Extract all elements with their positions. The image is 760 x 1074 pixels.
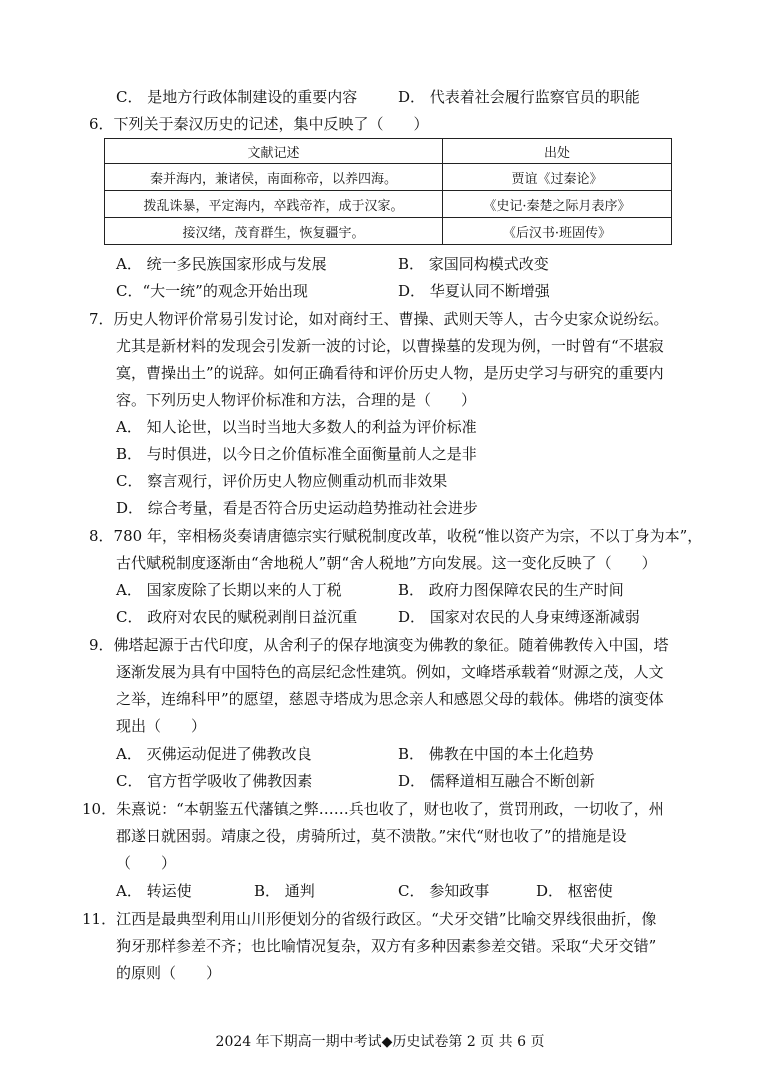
q6-option-a: A． 统一多民族国家形成与发展 — [116, 255, 327, 273]
q11-stem-line: 狗牙那样参差不齐；也比喻情况复杂，双方有多种因素参差交错。采取“犬牙交错” — [116, 937, 657, 955]
q7-option-b: B． 与时俱进，以今日之价值标准全面衡量前人之是非 — [116, 445, 477, 463]
q9-stem-line: 逐渐发展为具有中国特色的高层纪念性建筑。例如，文峰塔承载着“财源之茂，人文 — [116, 663, 664, 681]
q9-stem-line: 现出（ ） — [116, 717, 207, 735]
table-header-cell: 出处 — [443, 139, 672, 164]
table-cell: 《后汉书·班固传》 — [443, 218, 672, 245]
q10-option-b: B． 通判 — [254, 882, 315, 900]
page-footer: 2024 年下期高一期中考试◆历史试卷第 2 页 共 6 页 — [215, 1034, 545, 1050]
q8-stem-line: 8．780 年，宰相杨炎奏请唐德宗实行赋税制度改革，收税“惟以资产为宗，不以丁身为本”， — [89, 527, 703, 545]
q11-stem-line: 11．江西是最典型利用山川形便划分的省级行政区。“犬牙交错”比喻交界线很曲折，像 — [82, 910, 657, 928]
q6-option-c: C．“大一统”的观念开始出现 — [116, 282, 308, 300]
q10-stem-line: 郡遂日就困弱。靖康之役，虏骑所过，莫不溃散。”宋代“财也收了”的措施是设 — [116, 827, 627, 845]
q9-stem-line: 9．佛塔起源于古代印度，从舍利子的保存地演变为佛教的象征。随着佛教传入中国，塔 — [89, 636, 669, 654]
q8-option-d: D． 国家对农民的人身束缚逐渐减弱 — [398, 608, 640, 626]
table-cell: 贾谊《过秦论》 — [443, 164, 672, 191]
q9-stem-line: 之举，连绵科甲”的愿望，慈恩寺塔成为思念亲人和感恩父母的载体。佛塔的演变体 — [116, 690, 664, 708]
table-header-cell: 文献记述 — [105, 139, 443, 164]
q9-option-b: B． 佛教在中国的本土化趋势 — [398, 745, 594, 763]
q7-option-d: D． 综合考量，看是否符合历史运动趋势推动社会进步 — [116, 499, 478, 517]
q6-stem: 6．下列关于秦汉历史的记述，集中反映了（ ） — [89, 115, 429, 133]
q10-option-c: C． 参知政事 — [398, 882, 490, 900]
q6-source-table — [104, 138, 672, 245]
q7-option-a: A． 知人论世，以当时当地大多数人的利益为评价标准 — [116, 418, 477, 436]
q7-stem-line: 尤其是新材料的发现会引发新一波的讨论，以曹操墓的发现为例，一时曾有“不堪寂 — [116, 337, 664, 355]
q9-option-d: D． 儒释道相互融合不断创新 — [398, 772, 595, 790]
table-header-row — [105, 139, 672, 164]
q10-option-a: A． 转运使 — [116, 882, 192, 900]
q8-stem-line: 古代赋税制度逐渐由“舍地税人”朝“舍人税地”方向发展。这一变化反映了（ ） — [116, 554, 657, 572]
q8-option-a: A． 国家废除了长期以来的人丁税 — [116, 581, 342, 599]
table-cell: 接汉绪，茂育群生，恢复疆宇。 — [105, 218, 443, 245]
q8-option-c: C． 政府对农民的赋税剥削日益沉重 — [116, 608, 358, 626]
q6-option-b: B． 家国同构模式改变 — [398, 255, 549, 273]
q7-stem-line: 容。下列历史人物评价标准和方法，合理的是（ ） — [116, 391, 477, 409]
table-row — [105, 164, 672, 191]
q5-option-d: D． 代表着社会履行监察官员的职能 — [398, 88, 640, 106]
table-row — [105, 218, 672, 245]
q7-stem-line: 寞，曹操出土”的说辞。如何正确看待和评价历史人物，是历史学习与研究的重要内 — [116, 364, 664, 382]
table-row — [105, 191, 672, 218]
q5-option-c: C． 是地方行政体制建设的重要内容 — [116, 88, 358, 106]
table-cell: 《史记·秦楚之际月表序》 — [443, 191, 672, 218]
q7-stem-line: 7．历史人物评价常易引发讨论，如对商纣王、曹操、武则天等人，古今史家众说纷纭。 — [89, 310, 669, 328]
q6-option-d: D． 华夏认同不断增强 — [398, 282, 550, 300]
table-cell: 秦并海内，兼诸侯，南面称帝，以养四海。 — [105, 164, 443, 191]
q9-option-a: A． 灭佛运动促进了佛教改良 — [116, 745, 312, 763]
q8-option-b: B． 政府力图保障农民的生产时间 — [398, 581, 624, 599]
q7-option-c: C． 察言观行，评价历史人物应侧重动机而非效果 — [116, 472, 448, 490]
q11-stem-line: 的原则（ ） — [116, 964, 222, 982]
q9-option-c: C． 官方哲学吸收了佛教因素 — [116, 772, 313, 790]
q10-stem-line: 10．朱熹说：“本朝鉴五代藩镇之弊……兵也收了，财也收了，赏罚刑政，一切收了，州 — [82, 800, 664, 818]
q10-stem-line: （ ） — [116, 854, 177, 872]
table-cell: 拨乱诛暴，平定海内，卒践帝祚，成于汉家。 — [105, 191, 443, 218]
q10-option-d: D． 枢密使 — [536, 882, 613, 900]
